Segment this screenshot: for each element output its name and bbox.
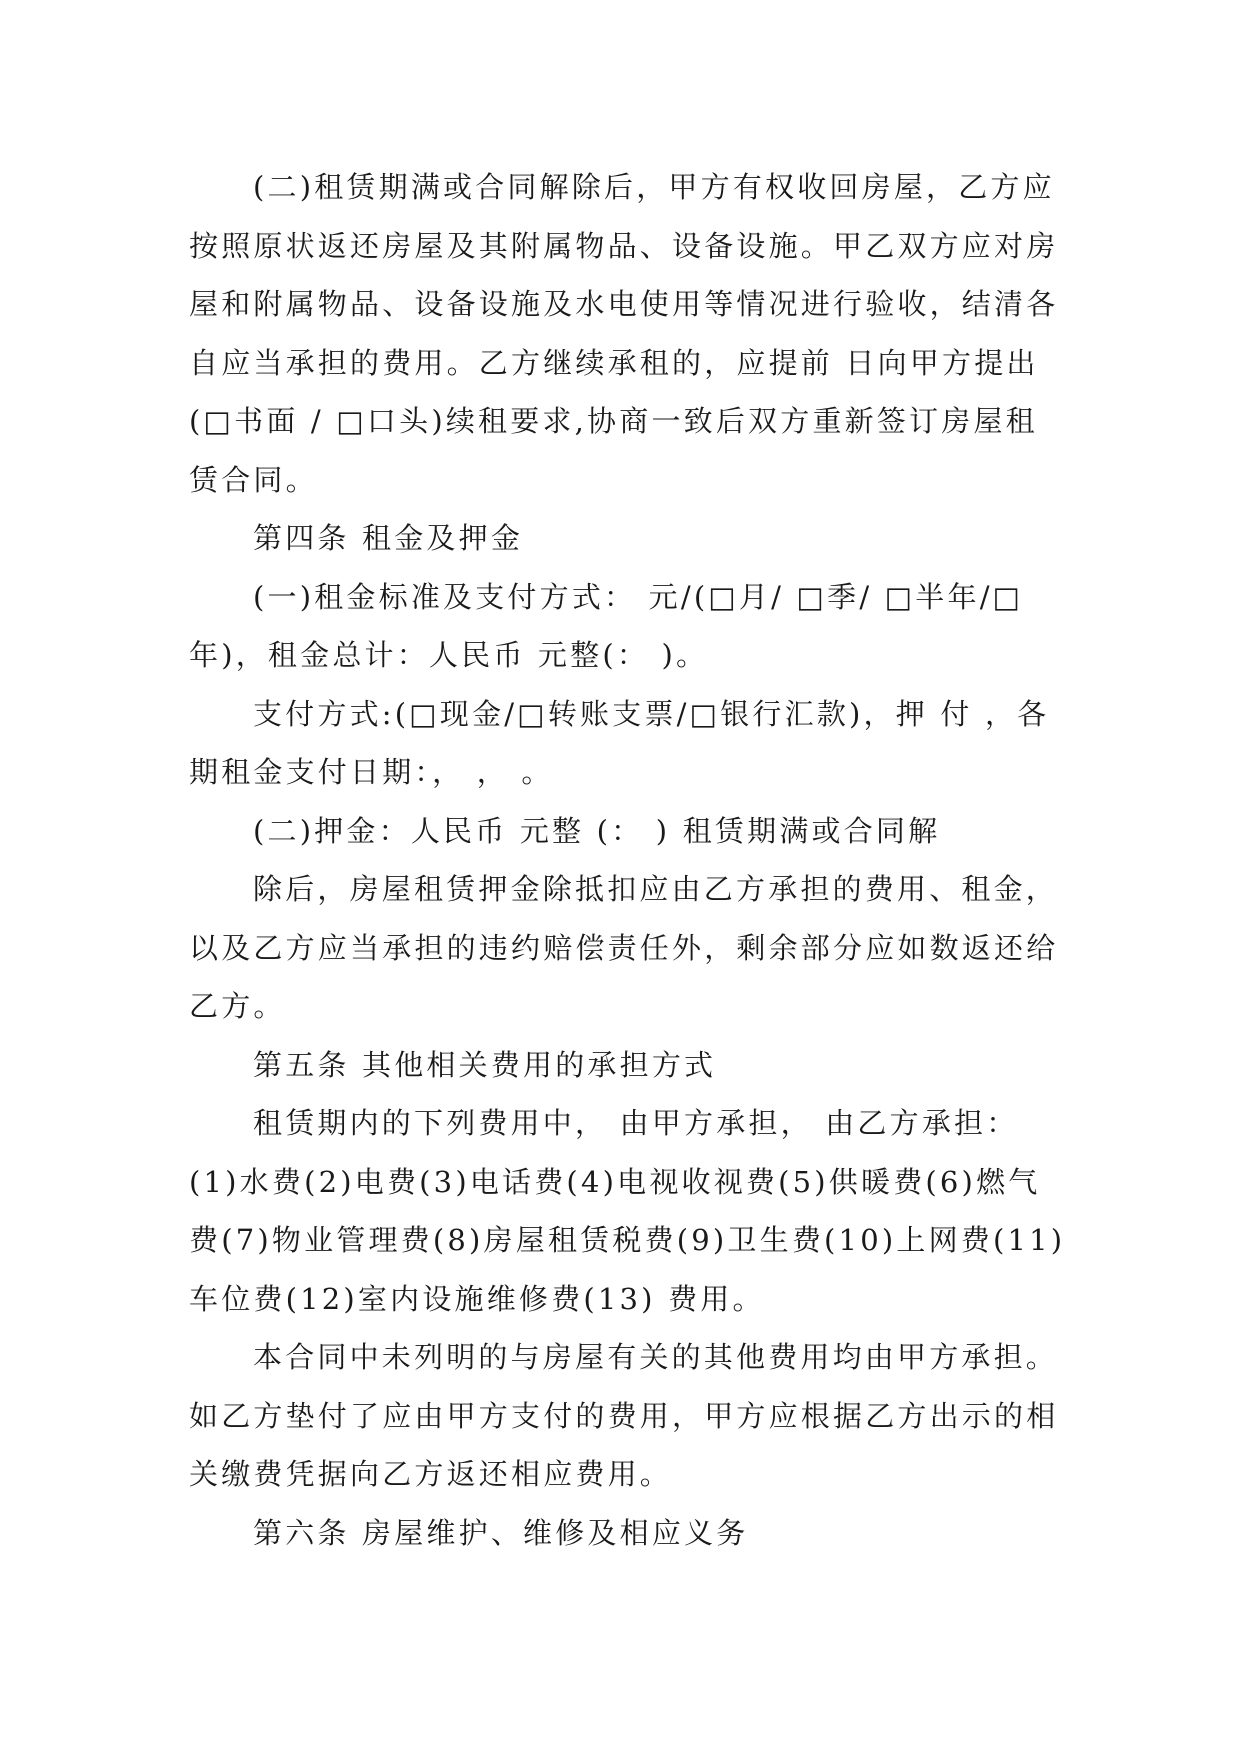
article-5-heading: 第五条 其他相关费用的承担方式 [253, 1047, 717, 1082]
paragraph-fee-list: 租赁期内的下列费用中， 由甲方承担， 由乙方承担：(1)水费(2)电费(3)电话费(4)电视收视费(5)供暖费(6)燃气费(7)物业管理费(8)房屋租赁税费(9)卫生费(10)上网费(11)车位费(12)室内设施维修费(13) 费用。 [189, 1106, 1066, 1316]
paragraph-deposit-refund: 除后，房屋租赁押金除抵扣应由乙方承担的费用、租金，以及乙方应当承担的违约赔偿责任外，剩余部分应如数返还给乙方。 [189, 872, 1059, 1023]
paragraph-lease-expiry: (二)租赁期满或合同解除后，甲方有权收回房屋，乙方应按照原状返还房屋及其附属物品、设备设施。甲乙双方应对房屋和附属物品、设备设施及水电使用等情况进行验收，结清各自应当承担的费用。乙方继续承租的，应提前 日向甲方提出(□书面 / □口头)续租要求,协商一致后双方重新签订房屋租赁合同。 [189, 170, 1059, 497]
paragraph-other-fees: 本合同中未列明的与房屋有关的其他费用均由甲方承担。如乙方垫付了应由甲方支付的费用，甲方应根据乙方出示的相关缴费凭据向乙方返还相应费用。 [189, 1340, 1059, 1491]
article-4-heading: 第四条 租金及押金 [253, 521, 524, 555]
contract-body [189, 158, 1069, 1562]
paragraph-rent-standard: (一)租金标准及支付方式： 元/(□月/ □季/ □半年/□年)，租金总计：人民币 元整(： )。 [189, 579, 1024, 672]
paragraph-deposit: (二)押金：人民币 元整 (： ) 租赁期满或合同解 [253, 813, 941, 848]
paragraph-payment-method: 支付方式:(□现金/□转账支票/□银行汇款)，押 付 ，各期租金支付日期：， ， 。 [189, 696, 1050, 789]
article-6-heading: 第六条 房屋维护、维修及相应义务 [253, 1515, 749, 1550]
